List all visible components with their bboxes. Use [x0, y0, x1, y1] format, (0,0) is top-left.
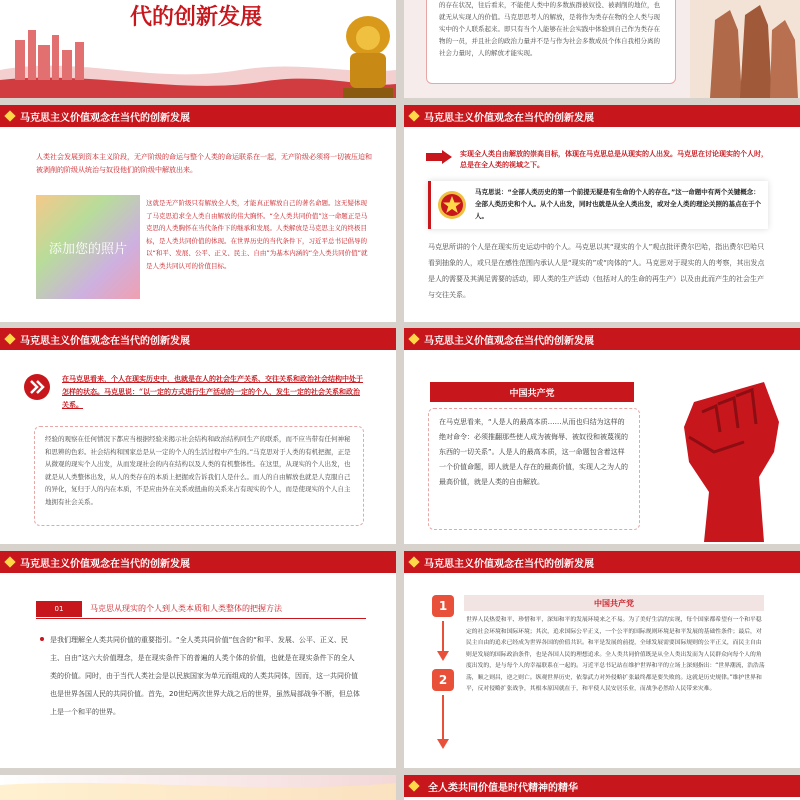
- slide-5-header: [0, 328, 396, 350]
- slide-6-title-bar: [430, 382, 634, 402]
- quote-box: [428, 181, 768, 229]
- bullet-icon: [40, 637, 44, 641]
- double-chevron-icon: [24, 374, 50, 400]
- slide-7[interactable]: [0, 551, 396, 768]
- slide-9[interactable]: [0, 775, 396, 800]
- golden-lion-statue: [328, 8, 396, 98]
- slide-6[interactable]: [404, 328, 800, 544]
- slide-2-body: 的存在状况，往后看来，不能使人类中的多数族群被奴役、被剥削的地位，也就无从实现人的价值。马克思思考人的解放，是将作为类存在物的全人类与现实中的个人联系起来。即只有当个人能够在社会实践中体验到自己作为类存在物的一员，并且社会的政治力量并不是与作为社会多数成员个体自我相分离的社会力量时，人的解放才能实现。: [439, 1, 660, 57]
- arrow-down-icon: [437, 621, 449, 661]
- slide-4-quote: 马克思说：“全部人类历史的第一个前提无疑是有生命的个人的存在。”这一命题中有两个关键概念：全部人类历史和个人。从个人出发，同时也就是从全人类出发，或对全人类的理论关照的基点在于个人。: [475, 188, 761, 220]
- slide-3-lead: 人类社会发展到资本主义阶段，无产阶级的命运与整个人类的命运联系在一起，无产阶级必须将一切被压迫和被剥削的阶级从统治与奴役他们的阶级中解放出来。: [36, 153, 372, 174]
- step-2-badge: [432, 669, 454, 691]
- decorative-banner-graphic: [0, 775, 396, 800]
- slide-10[interactable]: [404, 775, 800, 800]
- slide-6-header: [404, 328, 800, 350]
- slide-6-text-box: [428, 408, 640, 530]
- slide-10-header-text: 全人类共同价值是时代精神的精华: [428, 782, 578, 794]
- slide-8-header: [404, 551, 800, 573]
- slide-10-header: [404, 775, 800, 797]
- section-number-badge: [36, 601, 82, 617]
- slide-6-header-text: 马克思主义价值观念在当代的创新发展: [424, 335, 594, 347]
- slide-1-title: 代的创新发展: [130, 5, 263, 30]
- slide-5-header-text: 马克思主义价值观念在当代的创新发展: [20, 335, 190, 347]
- raised-fist-graphic: [654, 382, 794, 542]
- slide-8-title-bar: [464, 595, 764, 611]
- slide-8[interactable]: [404, 551, 800, 768]
- slide-2-text-box: [426, 0, 676, 84]
- photo-placeholder[interactable]: [36, 195, 140, 299]
- slide-6-body: 在马克思看来，“人是人的最高本质……从而也归结为这样的绝对命令：必须推翻那些使人成为被侮辱、被奴役和被蔑视的东西的一切关系”。人是人的最高本质，这一命题包含着这样一个价值命题，即人就是人存在的最高价值，实现人之为人的最高价值，就是人类的自由解放。: [439, 418, 628, 486]
- slide-6-title: 中国共产党: [509, 388, 555, 399]
- section-01-bar: [36, 601, 366, 619]
- slide-4-header-text: 马克思主义价值观念在当代的创新发展: [424, 112, 594, 124]
- slide-2[interactable]: [404, 0, 800, 98]
- soldiers-statue-graphic: [690, 0, 800, 98]
- slide-3-header: [0, 105, 396, 127]
- slide-4-body: 马克思所讲的个人是在现实历史运动中的个人。马克思以其“现实的个人”观点批评费尔巴哈，指出费尔巴哈只看到抽象的人，或只是在感性范围内承认人是“现实的”或“肉体的”人。马克思对于现实的人的考察，其出发点是人的需要及其满足需要的活动，即人类的生产活动（包括对人的生命的再生产）以及由此而产生的社会生产与交往关系。: [428, 243, 765, 299]
- section-subtitle: 马克思从现实的个人到人类本质和人类整体的把握方法: [90, 604, 282, 613]
- star-badge-icon: [437, 190, 467, 220]
- slide-7-header: [0, 551, 396, 573]
- pointing-hand-icon: [426, 149, 452, 165]
- slide-5[interactable]: [0, 328, 396, 544]
- slide-3-header-text: 马克思主义价值观念在当代的创新发展: [20, 112, 190, 124]
- slide-1[interactable]: [0, 0, 396, 98]
- slide-5-lead: 在马克思看来，个人在现实历史中，也就是在人的社会生产关系、交往关系和政治社会结构中处于怎样的状态。马克思说：“以一定的方式进行生产活动的一定的个人，发生一定的社会关系和政治关系。: [62, 374, 363, 409]
- slide-8-body: 世界人民热爱和平、珍惜和平，深知和平的发展环境来之不易。为了美好生活的实现，每个国家都希望有一个和平稳定的社会环境和国际环境；其次，追求国际公平正义，一个公平的国际规则环境是和平发展的基础性条件；最后，对民主自由的追求已经成为世界各国的价值共识。和平是发展的前提，全球发展需要国际规则的公平正义，而民主自由则是发展的国际政治条件，也是各国人民的理想追求。全人类共同价值既是从全人类出发而为人民群众向每个人的角度出发的，是与每个人的幸福联系在一起的。习近平总书记站在维护世界和平的立场上深刻指出：“世界潮流，浩浩荡荡，顺之则昌，逆之则亡。纵观世界历史，依靠武力对外侵略扩张最终都是要失败的。这就是历史规律。”维护世界和平，反对侵略扩张战争，其根本原因就在于，和平使人民安居乐业，而战争必然给人民带来灾难。: [466, 617, 765, 692]
- section-number: 01: [54, 605, 64, 613]
- arrow-down-icon: [437, 695, 449, 749]
- slide-5-body: 经验的观察在任何情况下都应当根据经验来揭示社会结构和政治结构同生产的联系，而不应当带有任何神秘和思辨的色彩。社会结构和国家总是从一定的个人的生活过程中产生的。”马克思对于人类的有机把握，正是从微观的现实个人出发，从而发现社会的内在结构以及人类的有机整体性。在这里，从现实的个人出发，也就是从人类整体出发，从人的类存在的本质上把握或告诉我们人是什么。而人的自由解放也就是人克服自己的异化，复归于人的内在本质，不是应由外在关系或扭曲的关系来占有现实的个人，而是使现实的个人自主地拥有社会关系。: [45, 435, 351, 506]
- slide-8-title: 中国共产党: [594, 598, 634, 608]
- slide-4-lead: 实现全人类自由解放的崇高目标，体现在马克思总是从现实的人出发。马克思在讨论现实的个人时，总是在全人类的视域之下。: [460, 150, 768, 169]
- slide-4[interactable]: [404, 105, 800, 322]
- step-1-number: 1: [438, 599, 448, 613]
- slide-4-header: [404, 105, 800, 127]
- step-2-number: 2: [438, 673, 448, 687]
- slide-3[interactable]: [0, 105, 396, 322]
- step-1-badge: [432, 595, 454, 617]
- slide-5-text-box: [34, 426, 364, 526]
- slide-8-header-text: 马克思主义价值观念在当代的创新发展: [424, 558, 594, 570]
- slide-7-body: 是我们理解全人类共同价值的重要指引。“全人类共同价值”包含的“和平、发展、公平、正义、民主、自由”这六大价值理念，是在现实条件下的普遍的人类个体的价值，也就是在现实条件下的全人类的价值。同时，由于当代人类社会是以民族国家为单元而组成的人类共同体，因而，这一共同价值也是世界各国人民的共同价值。首先，20世纪两次世界大战之后的世界，虽然局部战争不断，但总体上是一个和平的世界。: [50, 636, 360, 716]
- photo-placeholder-label: 添加您的照片: [48, 241, 127, 257]
- slide-3-body: 这就是无产阶级只有解放全人类，才能真正解放自己的著名命题。这无疑体现了马克思追求全人类自由解放的伟大胸怀。“全人类共同价值”这一命题正是马克思的人类胸怀在当代条件下的继承和发展。人类解放是马克思主义的终极目标，是人类共同价值的体现。在世界历史的当代条件下，习近平总书记倡导的以“和平、发展、公平、正义、民主、自由”为基本内涵的“全人类共同价值”就是人类共同认可的价值目标。: [146, 199, 368, 270]
- slide-7-header-text: 马克思主义价值观念在当代的创新发展: [20, 558, 190, 570]
